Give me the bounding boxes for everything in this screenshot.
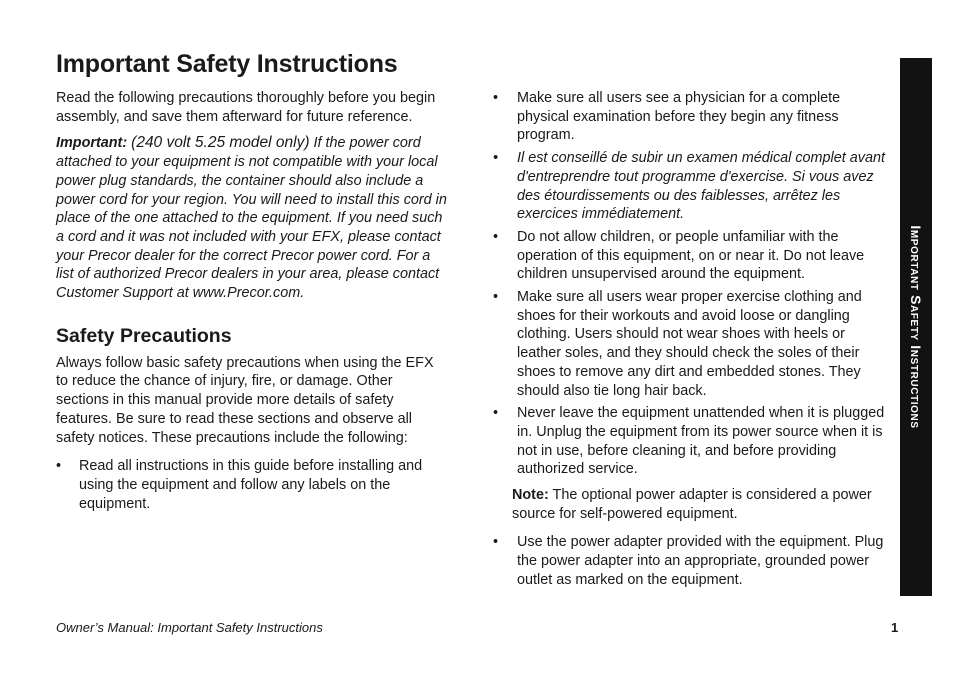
chapter-side-tab-label: Important Safety Instructions xyxy=(908,225,924,429)
section-heading-safety-precautions: Safety Precautions xyxy=(56,324,232,347)
chapter-side-tab xyxy=(900,58,932,596)
list-item xyxy=(492,404,888,479)
important-note-model: (240 volt 5.25 model only) xyxy=(131,134,310,152)
list-item-text: Read all instructions in this guide before installing and using the equipment and follow any labels on the equipment. xyxy=(79,458,423,512)
list-item-text: Do not allow children, or people unfamiliar with the operation of this equipment, on or near it. Do not leave children unsupervised around the equipment. xyxy=(517,228,865,283)
list-item-text: Use the power adapter provided with the equipment. Plug the power adapter into an appropriate, grounded power outlet as marked on the equipment. xyxy=(517,534,884,588)
bullet-icon: • xyxy=(56,458,62,475)
left-column xyxy=(56,89,448,513)
list-item-text: Make sure all users see a physician for a complete physical examination before they begin any fitness program. xyxy=(517,90,841,144)
list-item-french xyxy=(492,149,888,224)
bullet-icon: • xyxy=(493,289,499,306)
bullet-icon: • xyxy=(493,534,499,551)
list-item xyxy=(492,533,888,589)
right-column xyxy=(492,89,888,594)
bullet-icon: • xyxy=(493,228,499,245)
important-note-label: Important: xyxy=(56,135,128,152)
page-number: 1 xyxy=(891,620,899,635)
bullet-icon: • xyxy=(493,150,499,167)
important-note xyxy=(56,134,448,302)
footer-text: Owner’s Manual: Important Safety Instructions xyxy=(56,620,323,635)
list-item-text: Make sure all users wear proper exercise clothing and shoes for their workouts and avoid loose or dangling clothing. Users should not wear shoes with heels or leather soles, and they should check the soles of their shoes to remove any dirt and embedded stones. They should also tie long hair back. xyxy=(517,289,862,399)
bullet-icon: • xyxy=(493,90,499,106)
left-bullet-list xyxy=(56,457,448,513)
right-bullet-list xyxy=(492,89,888,479)
list-item-text: Il est conseillé de subir un examen médical complet avant d'entreprendre tout programme d'exercise. Si vous avez des étourdissements ou des faiblesses, arrêtez les exercices immédiatement. xyxy=(517,150,885,223)
right-bullet-list-after-note xyxy=(492,533,888,589)
intro-paragraph: Read the following precautions thoroughly before you begin assembly, and save them afterward for future reference. xyxy=(56,90,436,125)
list-item xyxy=(492,228,888,284)
important-note-text: If the power cord attached to your equipment is not compatible with your local power plug standards, the container should also include a power cord for your region. You will need to install this cord in place of the one attached to the equipment. If you need such a cord and it was not included with your EFX, please contact your Precor dealer for the correct Precor power cord. For a list of authorized Precor dealers in your area, please contact Customer Support at www.Precor.com. xyxy=(56,135,447,302)
list-item-text: Never leave the equipment unattended when it is plugged in. Unplug the equipment from its power source when it is not in use, before cleaning it, and before providing authorized service. xyxy=(517,405,885,478)
safety-precautions-intro: Always follow basic safety precautions when using the EFX to reduce the chance of injury, fire, or damage. Other sections in this manual provide more details of safety features. Be sure to read these sections and observe all safety notices. These precautions include the following: xyxy=(56,354,434,446)
note-text: The optional power adapter is considered a power source for self-powered equipment. xyxy=(512,487,872,522)
page-title: Important Safety Instructions xyxy=(56,50,398,78)
power-adapter-note xyxy=(492,486,888,523)
note-label: Note: xyxy=(512,487,549,504)
list-item xyxy=(56,457,448,513)
list-item xyxy=(492,89,888,145)
bullet-icon: • xyxy=(493,405,499,422)
list-item xyxy=(492,288,888,400)
